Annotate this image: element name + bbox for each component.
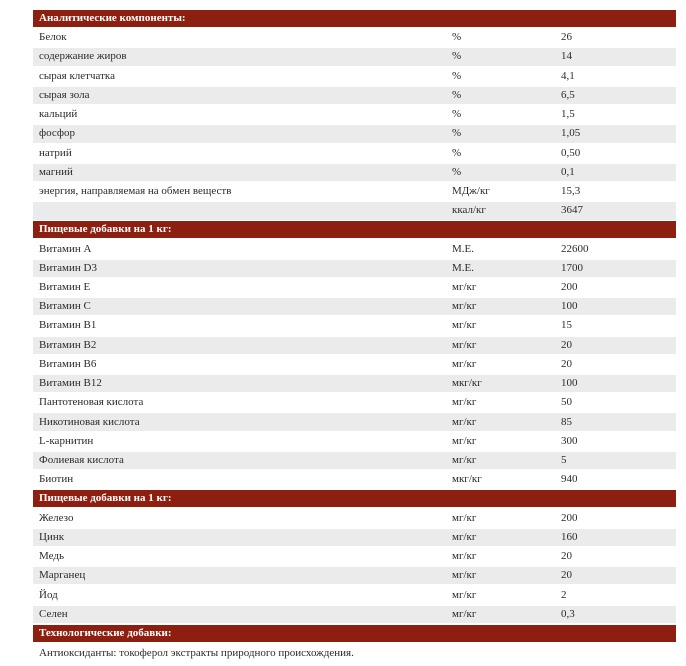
unit: мг/кг — [452, 454, 477, 467]
unit: % — [452, 146, 462, 159]
section-3 — [33, 625, 676, 662]
unit: М.Е. — [452, 242, 474, 255]
component-name: Витамин B1 — [39, 319, 97, 332]
unit: М.Е. — [452, 261, 474, 274]
value: 0,3 — [561, 607, 575, 620]
table-row — [33, 260, 676, 277]
component-name: Витамин C — [39, 300, 91, 313]
value: 0,50 — [561, 146, 581, 159]
unit: % — [452, 88, 462, 101]
component-name: натрий — [39, 146, 72, 159]
table-row — [33, 279, 676, 296]
unit: мкг/кг — [452, 473, 482, 486]
component-name: кальций — [39, 108, 78, 121]
component-name: сырая клетчатка — [39, 69, 115, 82]
component-name: Витамин E — [39, 281, 91, 293]
section-2 — [33, 490, 676, 623]
component-name: фосфор — [39, 127, 76, 140]
value: 160 — [561, 530, 578, 543]
value: 200 — [561, 511, 578, 524]
unit: мг/кг — [452, 300, 477, 313]
component-name: L-карнитин — [39, 434, 94, 447]
value: 85 — [561, 415, 572, 428]
unit: мг/кг — [452, 569, 477, 582]
component-name: Витамин B2 — [39, 338, 97, 351]
unit: мг/кг — [452, 511, 477, 524]
technological-note: Антиоксиданты: токоферол экстракты природного происхождения. — [39, 646, 354, 659]
value: 1700 — [561, 261, 583, 274]
component-name: Витамин B6 — [39, 357, 97, 370]
component-name: энергия, направляемая на обмен веществ — [39, 185, 232, 198]
component-name: Витамин B12 — [39, 377, 102, 390]
unit: % — [452, 69, 462, 82]
table-row — [33, 413, 676, 430]
value: 4,1 — [561, 69, 575, 82]
table-row — [33, 164, 676, 181]
unit: мг/кг — [452, 607, 477, 620]
table-row — [33, 317, 676, 334]
value: 2 — [561, 588, 567, 601]
component-name: Цинк — [39, 530, 65, 543]
value: 20 — [561, 550, 572, 563]
component-name: сырая зола — [39, 88, 90, 101]
table-row — [33, 48, 676, 65]
section-0 — [33, 10, 676, 220]
unit: мг/кг — [452, 357, 477, 370]
component-name: Селен — [39, 607, 68, 620]
table-row — [33, 240, 676, 257]
unit: мг/кг — [452, 550, 477, 563]
table-row — [33, 586, 676, 603]
unit: мг/кг — [452, 338, 477, 351]
value: 0,1 — [561, 165, 575, 178]
unit: мг/кг — [452, 588, 477, 601]
table-row — [33, 394, 676, 411]
table-row — [33, 183, 676, 200]
value: 20 — [561, 357, 572, 370]
value: 15 — [561, 319, 572, 332]
value: 300 — [561, 434, 578, 447]
component-name: Биотин — [39, 473, 74, 486]
table-row — [33, 433, 676, 450]
value: 200 — [561, 281, 578, 293]
table-row — [33, 202, 676, 219]
table-row — [33, 452, 676, 469]
unit: мг/кг — [452, 415, 477, 428]
component-name: Пантотеновая кислота — [39, 396, 144, 409]
value: 20 — [561, 338, 572, 351]
component-name: Медь — [39, 550, 64, 563]
table-row — [33, 337, 676, 354]
unit: мг/кг — [452, 396, 477, 409]
unit: мг/кг — [452, 281, 477, 293]
table-row — [33, 509, 676, 526]
unit: % — [452, 31, 462, 44]
table-row — [33, 375, 676, 392]
unit: % — [452, 127, 462, 140]
value: 15,3 — [561, 185, 581, 198]
value: 100 — [561, 377, 578, 390]
component-name: магний — [39, 165, 73, 178]
component-name: Никотиновая кислота — [39, 415, 140, 428]
value: 50 — [561, 396, 572, 409]
unit: ккал/кг — [452, 204, 486, 217]
section-header: Пищевые добавки на 1 кг: — [33, 490, 676, 507]
component-name: Фолиевая кислота — [39, 454, 124, 467]
value: 6,5 — [561, 88, 575, 101]
table-row — [33, 144, 676, 161]
table-row — [33, 471, 676, 488]
value: 22600 — [561, 242, 589, 255]
unit: МДж/кг — [452, 185, 490, 198]
value: 14 — [561, 50, 572, 63]
table-row — [33, 29, 676, 46]
table-row — [33, 606, 676, 623]
component-name: Витамин A — [39, 242, 92, 255]
section-header: Пищевые добавки на 1 кг: — [33, 221, 676, 238]
table-row — [33, 567, 676, 584]
component-name: Йод — [39, 588, 58, 601]
unit: мкг/кг — [452, 377, 482, 390]
component-name: Белок — [39, 31, 67, 44]
composition-table — [33, 10, 676, 662]
component-name: Марганец — [39, 569, 86, 582]
value: 1,5 — [561, 108, 575, 121]
unit: мг/кг — [452, 319, 477, 332]
unit: % — [452, 165, 462, 178]
section-1 — [33, 221, 676, 488]
section-header: Аналитические компоненты: — [33, 10, 676, 27]
table-row — [33, 298, 676, 315]
table-row — [33, 548, 676, 565]
unit: мг/кг — [452, 434, 477, 447]
unit: % — [452, 50, 462, 63]
value: 20 — [561, 569, 572, 582]
unit: мг/кг — [452, 530, 477, 543]
value: 1,05 — [561, 127, 581, 140]
table-row — [33, 125, 676, 142]
table-row — [33, 106, 676, 123]
table-row — [33, 87, 676, 104]
value: 5 — [561, 454, 567, 467]
unit: % — [452, 108, 462, 121]
value: 940 — [561, 473, 578, 486]
value: 26 — [561, 31, 572, 44]
value: 100 — [561, 300, 578, 313]
table-row — [33, 356, 676, 373]
table-row — [33, 529, 676, 546]
section-header: Технологические добавки: — [33, 625, 676, 642]
value: 3647 — [561, 204, 583, 217]
component-name: содержание жиров — [39, 50, 127, 63]
component-name: Витамин D3 — [39, 261, 97, 274]
component-name: Железо — [39, 511, 74, 524]
table-row — [33, 67, 676, 84]
